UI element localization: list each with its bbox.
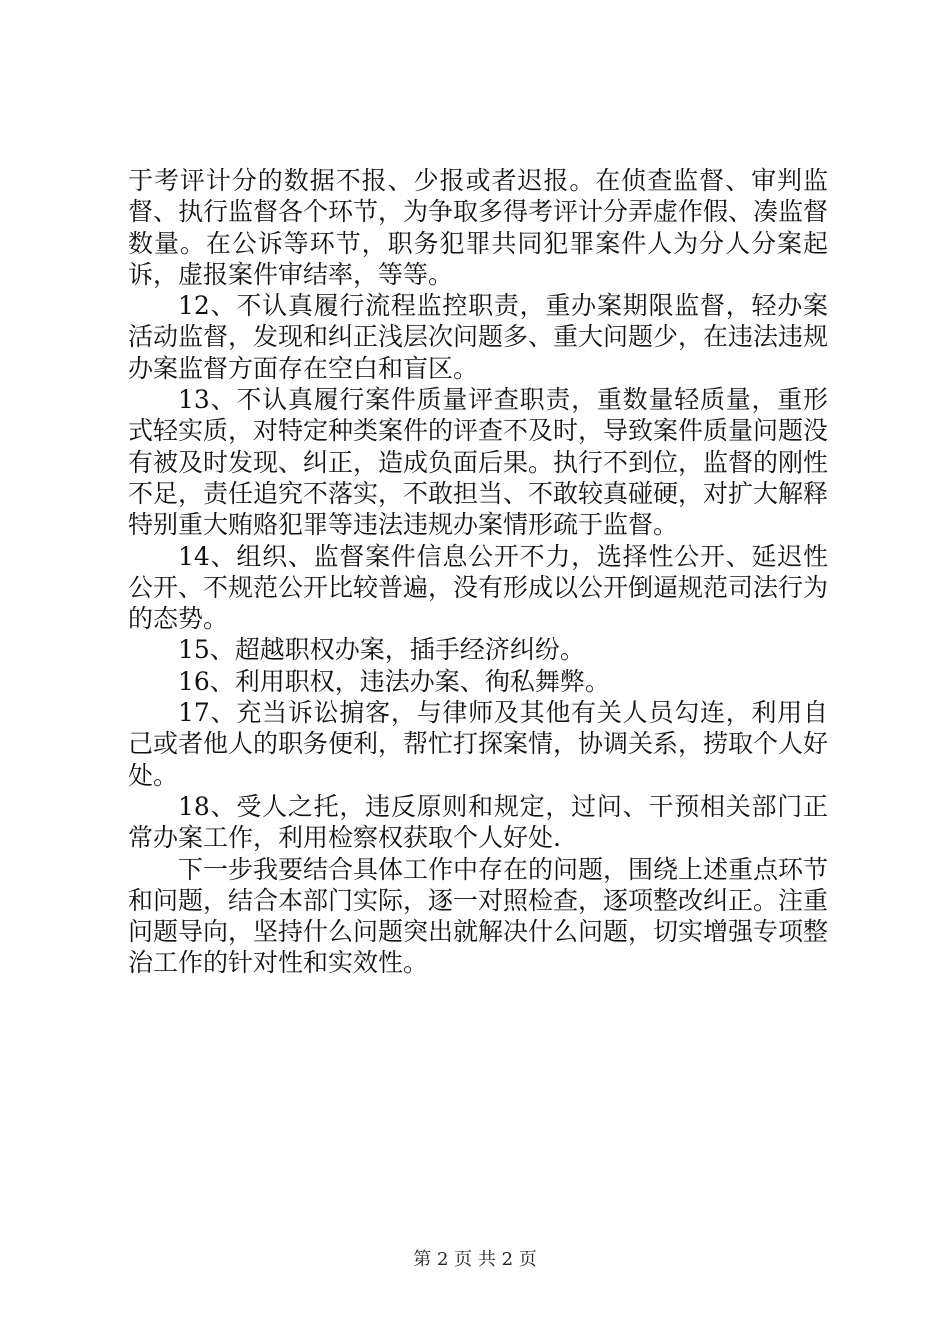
- paragraph-item-14: 14、组织、监督案件信息公开不力，选择性公开、延迟性公开、不规范公开比较普遍，没有形成以公开倒逼规范司法行为的态势。: [128, 541, 829, 634]
- document-body: [128, 165, 828, 979]
- paragraph-item-13: 13、不认真履行案件质量评查职责，重数量轻质量，重形式轻实质，对特定种类案件的评查不及时，导致案件质量问题没有被及时发现、纠正，造成负面后果。执行不到位，监督的刚性不足，责任追究不落实，不敢担当、不敢较真碰硬，对扩大解释特别重大贿赂犯罪等违法违规办案情形疏于监督。: [128, 385, 829, 540]
- page-number-footer: 第 2 页 共 2 页: [413, 1249, 537, 1270]
- paragraph-item-16: 16、利用职权，违法办案、徇私舞弊。: [178, 666, 610, 696]
- paragraph-item-18: 18、受人之托，违反原则和规定，过问、干预相关部门正常办案工作，利用检察权获取个人好处.: [128, 791, 828, 853]
- paragraph-conclusion: 下一步我要结合具体工作中存在的问题，围绕上述重点环节和问题，结合本部门实际，逐一对照检查，逐项整改纠正。注重问题导向，坚持什么问题突出就解决什么问题，切实增强专项整治工作的针对性和实效性。: [128, 854, 829, 978]
- paragraph-item-12: 12、不认真履行流程监控职责，重办案期限监督，轻办案活动监督，发现和纠正浅层次问题多、重大问题少，在违法违规办案监督方面存在空白和盲区。: [128, 291, 829, 383]
- paragraph-continuation: 于考评计分的数据不报、少报或者迟报。在侦查监督、审判监督、执行监督各个环节，为争取多得考评计分弄虚作假、凑监督数量。在公诉等环节，职务犯罪共同犯罪案件人为分人分案起诉，虚报案件审结率，等等。: [128, 166, 829, 289]
- paragraph-item-17: 17、充当诉讼掮客，与律师及其他有关人员勾连，利用自己或者他人的职务便利，帮忙打探案情，协调关系，捞取个人好处。: [128, 698, 829, 790]
- paragraph-item-15: 15、超越职权办案，插手经济纠纷。: [178, 635, 585, 665]
